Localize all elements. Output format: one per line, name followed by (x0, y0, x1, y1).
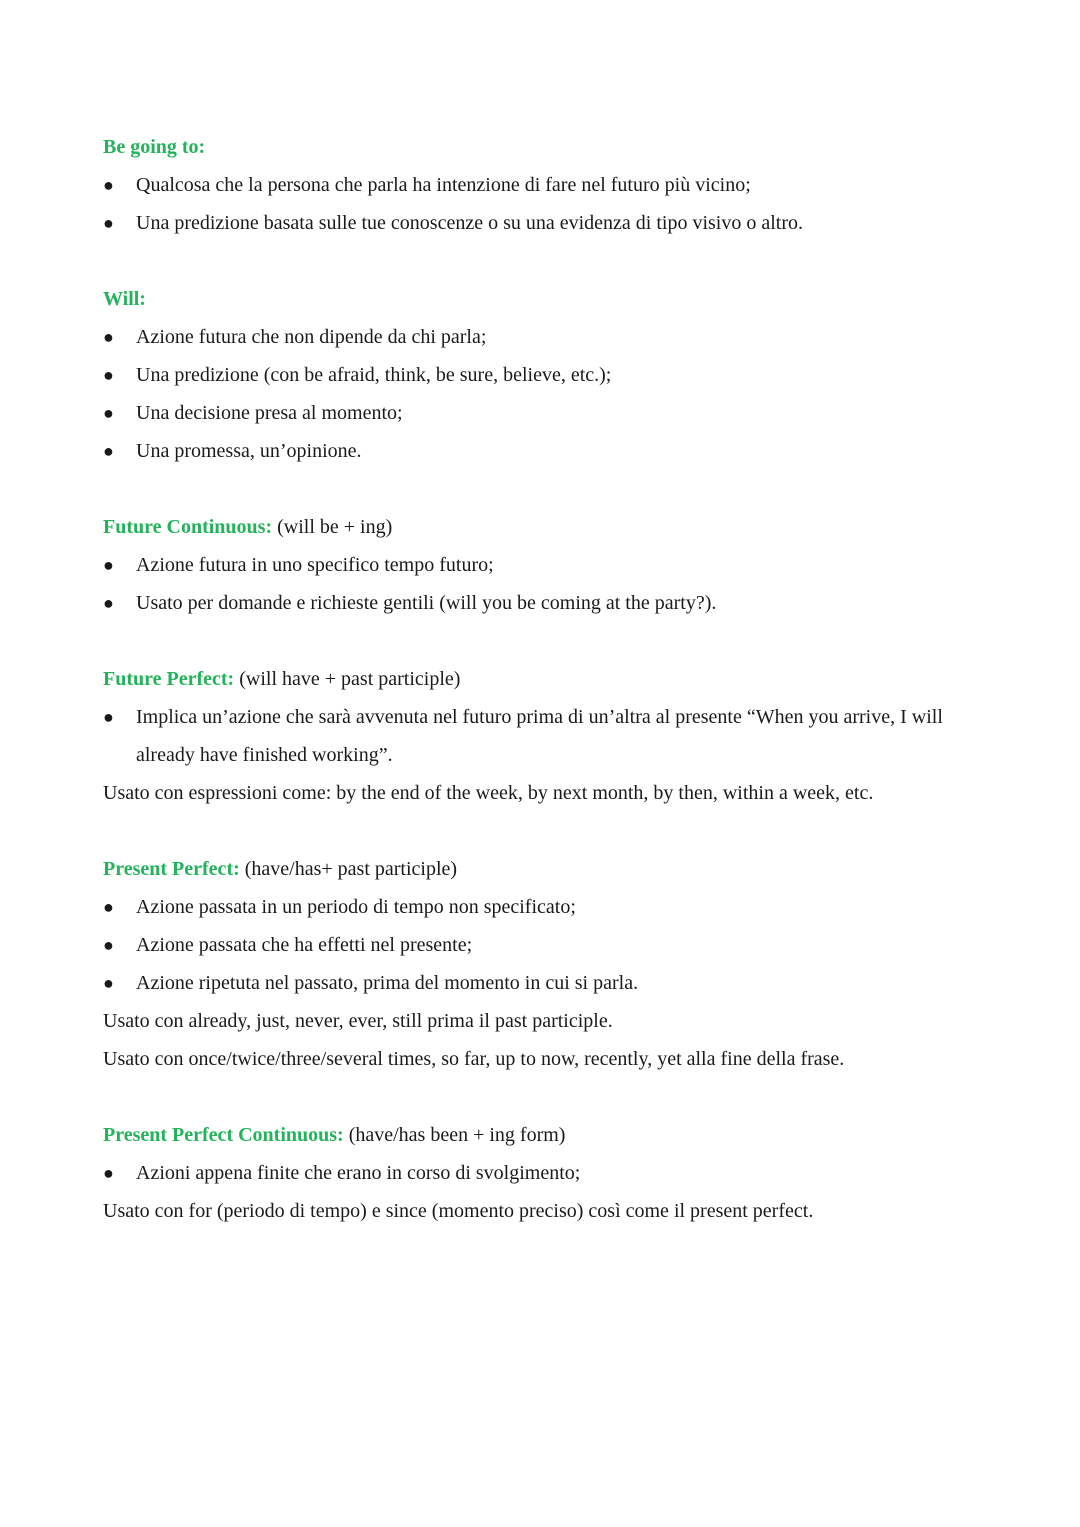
bullet-list (103, 546, 983, 622)
bullet-icon: ● (103, 935, 114, 955)
bullet-text: Usato per domande e richieste gentili (will you be coming at the party?). (136, 592, 717, 614)
section-future-perfect (103, 660, 983, 812)
bullet-icon: ● (103, 555, 114, 575)
bullet-item (103, 698, 983, 774)
document-page (103, 128, 983, 1268)
bullet-item (103, 432, 983, 470)
section-heading (103, 850, 983, 888)
bullet-text: Azione passata in un periodo di tempo non specificato; (136, 896, 576, 918)
bullet-item (103, 546, 983, 584)
section-be-going-to (103, 128, 983, 242)
bullet-text: Una predizione (con be afraid, think, be sure, believe, etc.); (136, 364, 612, 386)
bullet-item (103, 356, 983, 394)
usage-note: Usato con already, just, never, ever, still prima il past participle. (103, 1010, 613, 1032)
section-formula: (have/has+ past participle) (244, 858, 458, 880)
bullet-list (103, 888, 983, 1002)
bullet-icon: ● (103, 213, 114, 233)
bullet-text: Una decisione presa al momento; (136, 402, 403, 424)
bullet-list (103, 1154, 983, 1192)
bullet-text: Azione futura in uno specifico tempo futuro; (136, 554, 494, 576)
bullet-item (103, 394, 983, 432)
bullet-text: Azione futura che non dipende da chi parla; (136, 326, 487, 348)
section-heading (103, 1116, 983, 1154)
bullet-item (103, 926, 983, 964)
section-formula: (will be + ing) (277, 516, 393, 538)
bullet-icon: ● (103, 403, 114, 423)
bullet-text: Implica un’azione che sarà avvenuta nel futuro prima di un’altra al presente “When you arrive, I will already have finished working”. (136, 706, 943, 766)
section-heading (103, 660, 983, 698)
section-heading (103, 128, 983, 166)
bullet-item (103, 888, 983, 926)
bullet-item (103, 318, 983, 356)
bullet-icon: ● (103, 327, 114, 347)
section-heading (103, 508, 983, 546)
bullet-text: Una predizione basata sulle tue conoscenze o su una evidenza di tipo visivo o altro. (136, 212, 804, 234)
bullet-text: Qualcosa che la persona che parla ha intenzione di fare nel futuro più vicino; (136, 174, 751, 196)
section-title: Present Perfect Continuous: (103, 1124, 344, 1146)
bullet-text: Azione passata che ha effetti nel presente; (136, 934, 473, 956)
bullet-icon: ● (103, 897, 114, 917)
section-title: Be going to: (103, 136, 206, 158)
bullet-list (103, 698, 983, 774)
section-title: Present Perfect: (103, 858, 240, 880)
section-will (103, 280, 983, 470)
usage-note: Usato con for (periodo di tempo) e since (momento preciso) così come il present perfect. (103, 1200, 814, 1222)
bullet-item (103, 964, 983, 1002)
bullet-icon: ● (103, 1163, 114, 1183)
bullet-icon: ● (103, 593, 114, 613)
section-future-continuous (103, 508, 983, 622)
usage-note: Usato con espressioni come: by the end of the week, by next month, by then, within a week, etc. (103, 782, 874, 804)
bullet-text: Una promessa, un’opinione. (136, 440, 362, 462)
bullet-text: Azioni appena finite che erano in corso di svolgimento; (136, 1162, 581, 1184)
section-title: Future Perfect: (103, 668, 235, 690)
bullet-list (103, 318, 983, 470)
bullet-list (103, 166, 983, 242)
section-title: Future Continuous: (103, 516, 273, 538)
bullet-icon: ● (103, 707, 114, 727)
bullet-icon: ● (103, 973, 114, 993)
bullet-icon: ● (103, 365, 114, 385)
bullet-icon: ● (103, 175, 114, 195)
section-heading (103, 280, 983, 318)
bullet-item (103, 1154, 983, 1192)
section-formula: (will have + past participle) (239, 668, 461, 690)
bullet-item (103, 166, 983, 204)
section-title: Will: (103, 288, 146, 310)
bullet-item (103, 204, 983, 242)
bullet-text: Azione ripetuta nel passato, prima del momento in cui si parla. (136, 972, 639, 994)
section-present-perfect (103, 850, 983, 1078)
bullet-item (103, 584, 983, 622)
section-formula: (have/has been + ing form) (348, 1124, 566, 1146)
usage-note: Usato con once/twice/three/several times, so far, up to now, recently, yet alla fine della frase. (103, 1048, 845, 1070)
bullet-icon: ● (103, 441, 114, 461)
section-present-perfect-continuous (103, 1116, 983, 1230)
